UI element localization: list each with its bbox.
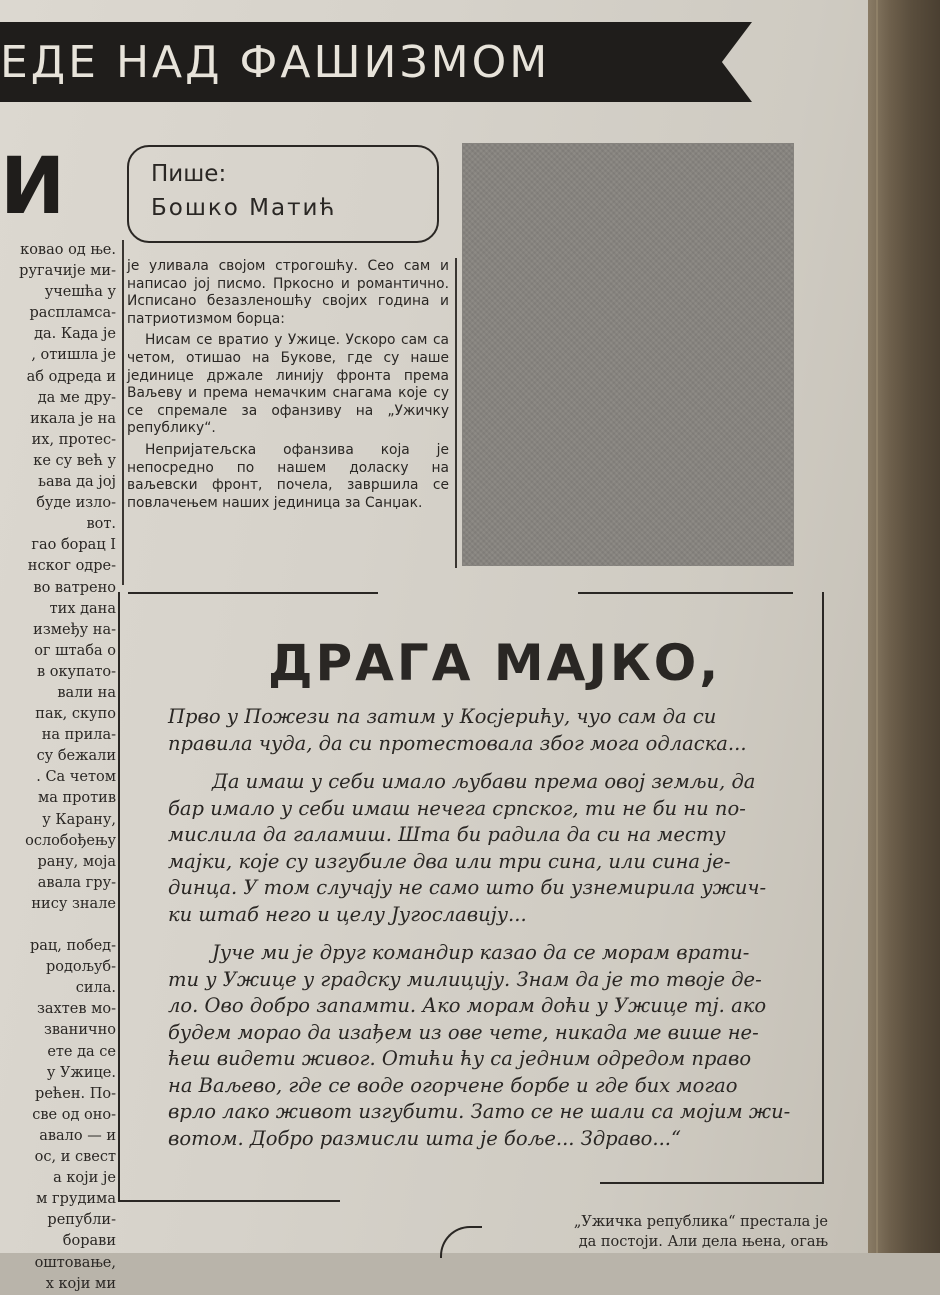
text-line: будем морао да изађем из ове чете, никада ме више не- <box>168 1020 759 1044</box>
text-line: буде изло- <box>36 495 116 512</box>
text-line: динца. У том случају не само што би узнемирила ужич- <box>168 876 767 899</box>
middle-paragraph: Нисам се вратио у Ужице. Ускоро сам са четом, отишао на Букове, где су наше јединице држале линију фронта према Ваљеву и према немачким снагама које су се спремале за офанзиву на „Ужичку републику“. <box>127 332 449 437</box>
text-line: ос, и свест <box>34 1149 116 1166</box>
text-line: икала је на <box>30 410 116 427</box>
text-line: м грудима <box>36 1191 116 1208</box>
text-line: мислила да галамиш. Шта би радила да си на месту <box>168 823 726 846</box>
text-line: , отишла је <box>31 347 116 364</box>
text-line: захтев мо- <box>36 1001 116 1018</box>
text-line: ћеш видети живог. Отићи ћу са једним одредом право <box>168 1047 752 1070</box>
text-line: авало — и <box>39 1127 116 1144</box>
text-line: вот. <box>86 516 116 533</box>
middle-paragraph: је уливала својом строгошћу. Сео сам и написао јој писмо. Пркосно и романтично. Исписано безазленошћу својих година и патриотизмом борца: <box>127 258 449 327</box>
text-line: „Ужичка република“ престала је <box>573 1214 828 1230</box>
letter-box-top-rule <box>578 592 793 594</box>
text-line: Да имаш у себи имало љубави према овој земљи, да <box>212 770 756 793</box>
text-line: тих дана <box>49 600 116 617</box>
text-line: пак, скупо <box>35 706 116 723</box>
text-line: х који ми <box>45 1275 116 1292</box>
text-line: у Карану, <box>42 811 116 828</box>
text-line: в окупато- <box>36 663 116 680</box>
text-line: рац, побед- <box>29 938 116 955</box>
text-line: републи- <box>47 1212 116 1229</box>
letter-box-top-rule <box>128 592 378 594</box>
text-line: аб одреда и <box>26 368 116 385</box>
text-line: ог штаба о <box>34 642 116 659</box>
text-line: све од оно- <box>32 1106 116 1123</box>
text-line: да. Када је <box>34 326 116 343</box>
text-line: нису знале <box>31 895 116 912</box>
text-line: сила. <box>75 980 116 997</box>
text-line: ьава да јој <box>38 474 116 491</box>
text-line: гао борац I <box>31 537 116 554</box>
letter-box-right-rule <box>822 592 824 1182</box>
text-line: ете да се <box>47 1043 116 1060</box>
text-line: бар имало у себи имаш нечега српског, ти не би ни по- <box>168 796 746 820</box>
text-line: авала гру- <box>37 874 116 891</box>
text-line: на Ваљево, где се воде огорчене борбе и где бих могао <box>168 1073 738 1097</box>
text-line: ослобођењу <box>25 832 116 849</box>
text-line: вали на <box>57 684 116 701</box>
text-line: између на- <box>33 621 116 638</box>
text-line: ло. Ово добро запамти. Ако морам доћи у Ужице тј. ако <box>168 994 767 1017</box>
text-line: борави <box>62 1233 116 1250</box>
text-line: вотом. Добро размисли шта је боље... Здраво...“ <box>168 1126 681 1150</box>
text-line <box>168 928 780 940</box>
text-line: во ватрено <box>33 579 116 596</box>
middle-paragraph: Непријатељска офанзива која је непосредно по нашем доласку на ваљевски фронт, почела, завршила се повлачењем наших јединица за Санџак. <box>127 441 449 511</box>
column-rule-left <box>122 240 124 585</box>
text-line <box>168 757 780 769</box>
text-line: ке су већ у <box>33 452 116 469</box>
text-line: родољуб- <box>45 959 116 976</box>
text-line: оштовање, <box>34 1254 116 1271</box>
text-line <box>0 915 116 936</box>
text-line: их, протес- <box>31 431 116 448</box>
text-line: ти у Ужице у градску милицију. Знам да је то твоје де- <box>168 967 762 991</box>
text-line: Прво у Пожези па затим у Косјерићу, чуо сам да си <box>168 705 717 728</box>
byline-label: Пише: <box>151 161 227 187</box>
text-line: на прила- <box>41 727 116 744</box>
text-line: да постоји. Али дела њена, огањ <box>578 1234 828 1250</box>
text-line: ковао од ње. <box>20 242 116 258</box>
headline-fragment: И <box>0 142 66 232</box>
text-line: ма против <box>37 790 116 807</box>
left-column-text <box>0 240 116 1292</box>
text-line: учешћа у <box>44 284 116 301</box>
byline-box <box>127 145 439 243</box>
text-line: рану, моја <box>37 853 116 870</box>
text-line: . Са четом <box>36 769 116 786</box>
byline-author: Бошко Матић <box>151 195 337 221</box>
text-line: рећен. По- <box>35 1085 116 1102</box>
banner-title: ЕДЕ НАД ФАШИЗМОМ <box>0 37 551 88</box>
letter-body <box>168 704 791 1152</box>
text-line: ки штаб него и целу Југославију... <box>168 902 527 926</box>
book-spine <box>868 0 940 1253</box>
letter-box-bottom-rule <box>600 1182 824 1184</box>
text-line: а који је <box>53 1170 116 1187</box>
photo <box>462 143 794 566</box>
letter-box-bottom-rule <box>118 1200 340 1202</box>
column-rule-middle <box>455 258 457 568</box>
text-line: врло лако живот изгубити. Зато се не шали са мојим жи- <box>168 1100 791 1123</box>
text-line: правила чуда, да си протестовала због мога одласка... <box>168 731 747 755</box>
text-line: су бежали <box>36 748 116 765</box>
text-line: распламса- <box>29 305 116 322</box>
text-line: нског одре- <box>27 558 116 575</box>
middle-column-text <box>127 258 449 516</box>
text-line: да ме дру- <box>37 389 116 406</box>
bottom-column-text <box>498 1212 828 1252</box>
text-line: мајки, које су изгубиле два или три сина, или сина је- <box>168 849 731 873</box>
text-line: у Ужице. <box>46 1064 116 1081</box>
text-line: Јуче ми је друг командир казао да се морам врати- <box>212 941 750 964</box>
letter-title: ДРАГА МАЈКО, <box>268 634 722 692</box>
letter-box-left-rule <box>118 592 120 1202</box>
text-line: званично <box>43 1022 116 1039</box>
text-line: ругачије ми- <box>19 263 116 280</box>
